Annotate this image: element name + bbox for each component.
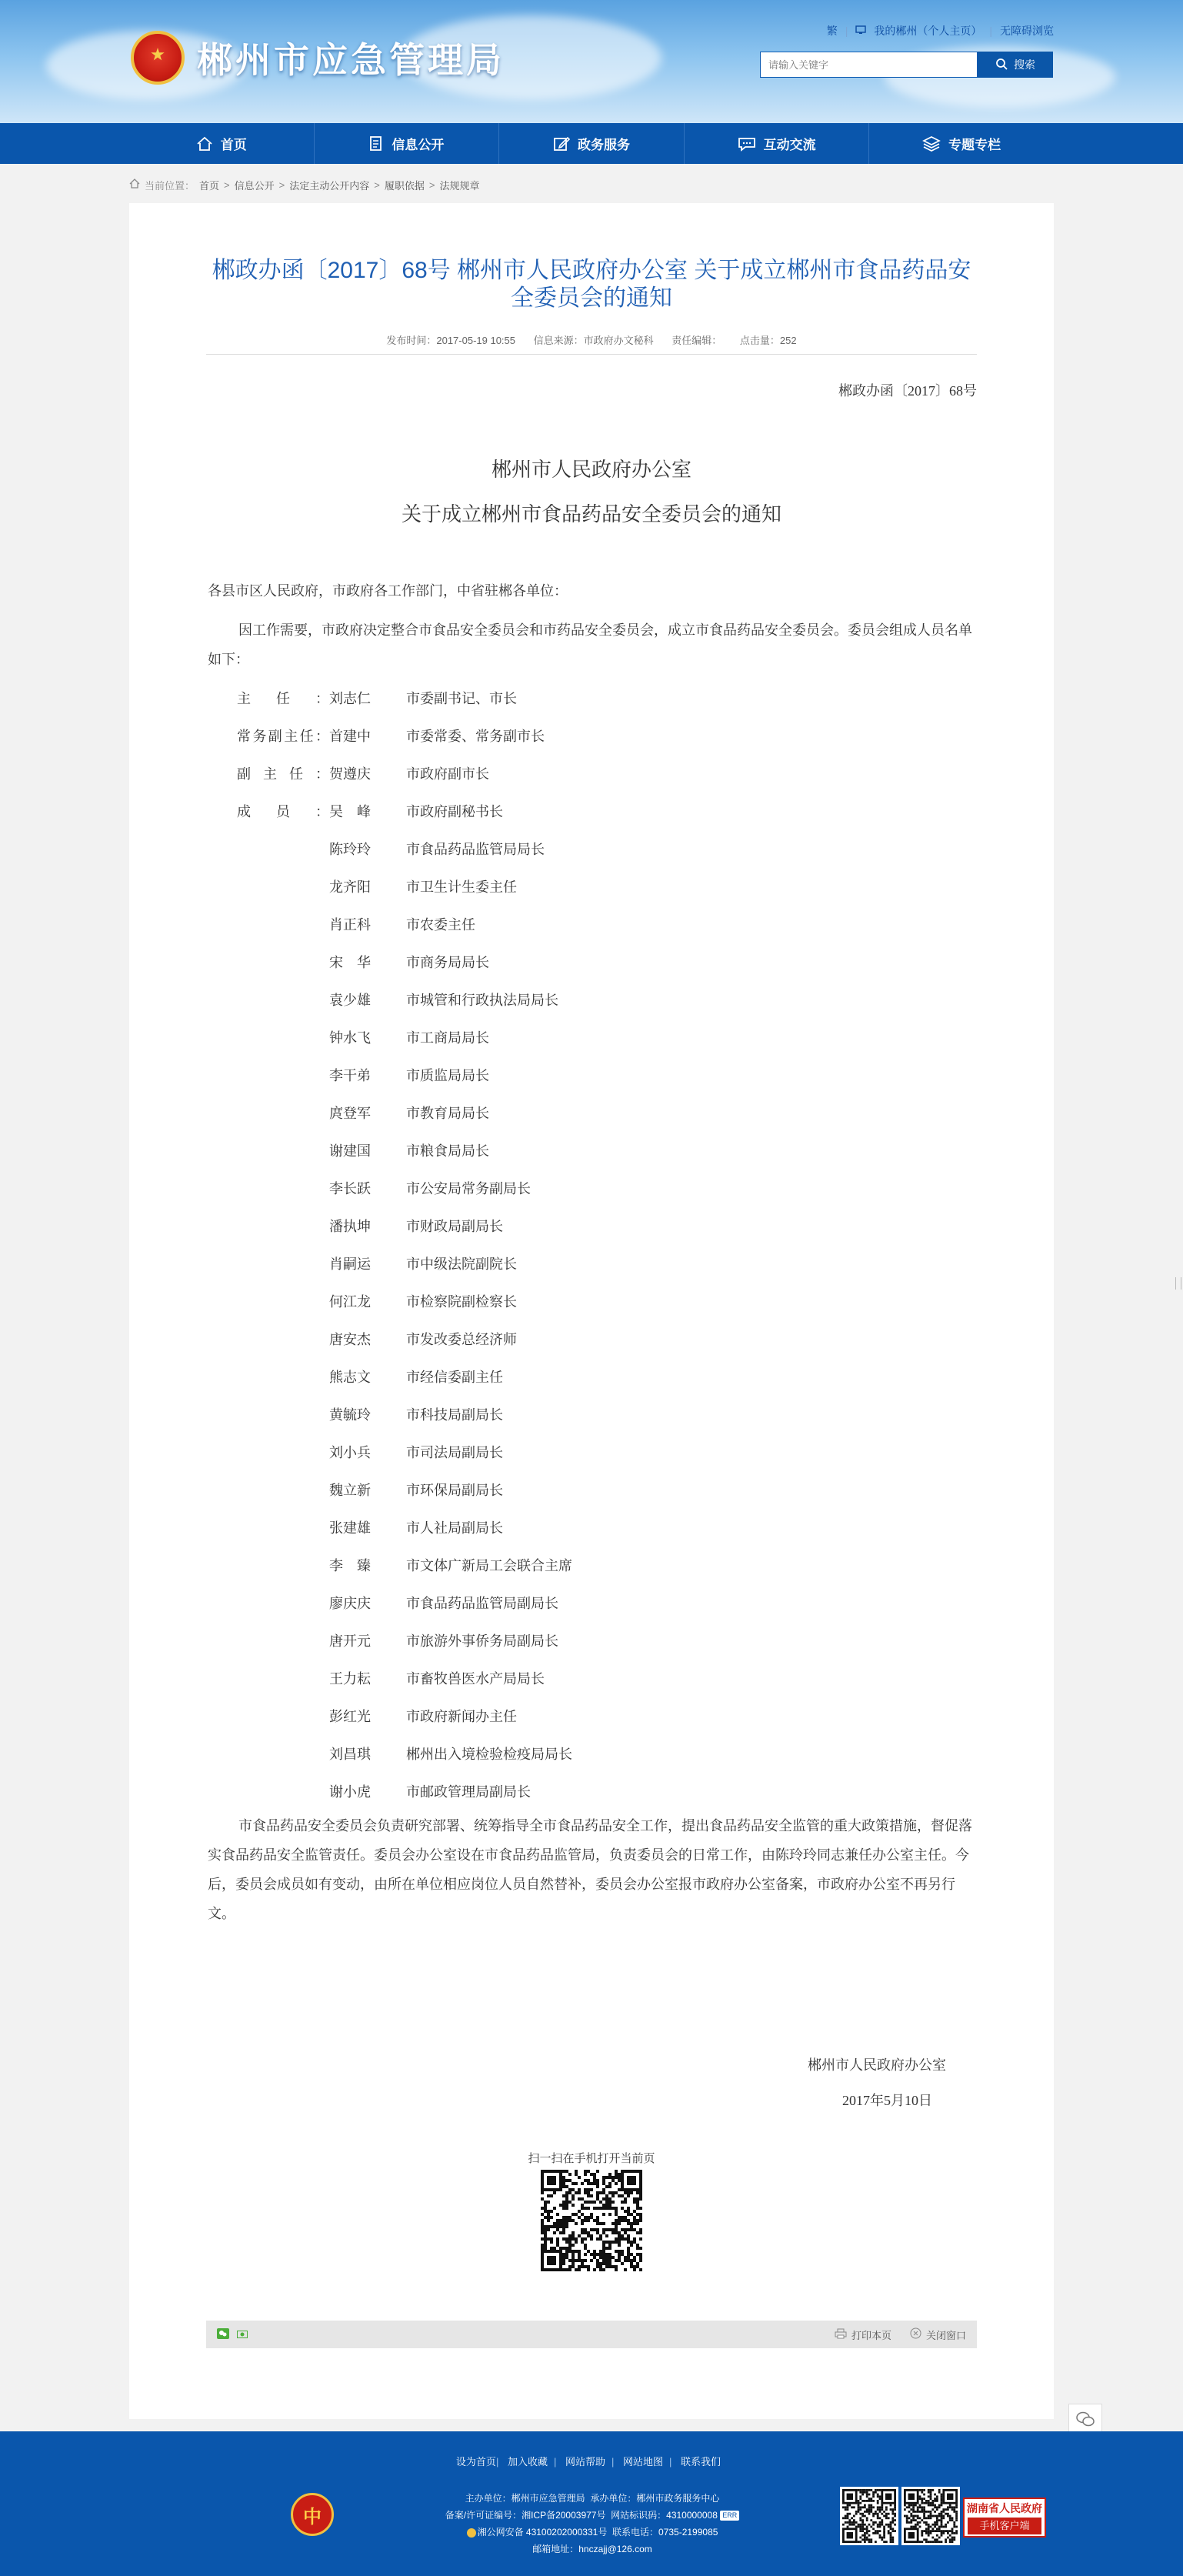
signature-date: 2017年5月10日: [842, 2093, 932, 2108]
document-number: 郴政办函〔2017〕68号: [838, 383, 977, 399]
member-role: [237, 839, 329, 859]
printer-icon: [835, 2328, 847, 2341]
member-name: 谢建国: [329, 1143, 371, 1159]
member-post: 市畜牧兽医水产局局长: [406, 1671, 545, 1687]
member-row: [237, 726, 545, 746]
search-box: [760, 52, 1053, 78]
member-row: [237, 1027, 489, 1047]
member-post: 市政府副秘书长: [406, 804, 503, 819]
member-role: [237, 914, 329, 934]
intro-paragraph: 因工作需要，市政府决定整合市食品安全委员会和市药品安全委员会，成立市食品药品安全委员会。委员会组成人员名单如下：: [208, 622, 972, 667]
signature-organization: 郴州市人民政府办公室: [808, 2057, 946, 2073]
member-name: 钟水飞: [329, 1030, 371, 1046]
member-row: [237, 1593, 558, 1613]
home-icon: [196, 136, 213, 152]
site-error-badge-icon[interactable]: ERR: [720, 2511, 739, 2521]
member-role: [237, 1216, 329, 1236]
breadcrumb-prefix: 当前位置：: [145, 179, 195, 192]
member-role: [237, 1555, 329, 1575]
member-row: [237, 1103, 489, 1123]
member-role: [237, 1103, 329, 1123]
member-post: 市政府新闻办主任: [406, 1709, 517, 1724]
member-name: 肖嗣运: [329, 1256, 371, 1272]
document-heading-subject: 关于成立郴州市食品药品安全委员会的通知: [401, 503, 781, 526]
member-role: [237, 1404, 329, 1424]
document-icon: [368, 135, 384, 152]
member-row: [237, 876, 517, 896]
breadcrumb-regulations[interactable]: 法规规章: [439, 179, 480, 192]
member-row: [237, 1781, 531, 1801]
nav-special-topics[interactable]: 专题专栏: [869, 123, 1054, 164]
member-role: [237, 989, 329, 1009]
member-name: 首建中: [329, 729, 371, 744]
member-name: 何江龙: [329, 1294, 371, 1310]
member-post: 市政府副市长: [406, 766, 489, 782]
member-post: 市食品药品监管局副局长: [406, 1596, 558, 1611]
member-role: [237, 876, 329, 896]
member-name: 潘执坤: [329, 1219, 371, 1234]
member-post: 市旅游外事侨务局副局长: [406, 1633, 558, 1649]
member-name: 吴 峰: [329, 804, 371, 819]
top-links: 繁 | 我的郴州（个人主页） | 无障碍浏览: [826, 25, 1054, 37]
footer-links: 设为首页| 加入收藏 | 网站帮助 | 网站地图 | 联系我们: [455, 2456, 721, 2468]
member-role: [237, 1253, 329, 1273]
member-row: [237, 763, 489, 783]
member-role: [237, 1668, 329, 1688]
member-row: [237, 1630, 558, 1650]
member-row: [237, 839, 545, 859]
member-name: 廖庆庆: [329, 1596, 371, 1611]
footer-info: [385, 2490, 800, 2558]
member-role: [237, 1065, 329, 1085]
footer-link-add-favorite[interactable]: 加入收藏: [507, 2456, 548, 2468]
salutation: 各县市区人民政府，市政府各工作部门，中省驻郴各单位：: [208, 583, 568, 599]
member-post: 市科技局副局长: [406, 1407, 503, 1423]
monitor-icon: [855, 25, 866, 37]
wechat-icon: [1075, 2411, 1095, 2431]
national-emblem-icon: [131, 31, 185, 85]
qr-caption: 扫一扫在手机打开当前页: [528, 2152, 655, 2165]
member-role: [237, 1291, 329, 1311]
member-post: 市公安局常务副局长: [406, 1181, 531, 1196]
member-post: 市委常委、常务副市长: [406, 729, 545, 744]
footer-link-set-homepage[interactable]: 设为首页: [455, 2456, 496, 2468]
member-role: [237, 1027, 329, 1047]
member-post: 市质监局局长: [406, 1068, 489, 1083]
member-post: 市城管和行政执法局局长: [406, 993, 558, 1008]
home-small-icon: [129, 179, 140, 191]
member-name: 贺遵庆: [329, 766, 371, 782]
member-post: 市农委主任: [406, 917, 475, 933]
member-name: 魏立新: [329, 1483, 371, 1498]
member-post: 市邮政管理局副局长: [406, 1784, 531, 1800]
member-row: [237, 1442, 503, 1462]
site-title: 郴州市应急管理局: [197, 40, 505, 80]
member-role: [237, 1178, 329, 1198]
member-name: 肖正科: [329, 917, 371, 933]
member-role: [237, 1781, 329, 1801]
member-post: 市检察院副检察长: [406, 1294, 517, 1310]
nav-info-disclosure[interactable]: 信息公开: [315, 123, 500, 164]
member-post: 市教育局局长: [406, 1106, 489, 1121]
member-row: [237, 1329, 517, 1349]
member-name: 张建雄: [329, 1520, 371, 1536]
print-button[interactable]: 打印本页: [835, 2327, 891, 2342]
member-post: 市商务局局长: [406, 955, 489, 970]
member-row: [237, 1480, 503, 1500]
member-role: [237, 1743, 329, 1763]
my-chenzhou-link[interactable]: 我的郴州（个人主页）: [874, 25, 982, 37]
footer-link-contact[interactable]: 联系我们: [681, 2456, 721, 2468]
publish-time: 发布时间：2017-05-19 10:55: [386, 335, 516, 346]
traditional-chinese-link[interactable]: 繁: [826, 25, 838, 37]
header: [0, 0, 1183, 123]
edit-icon: [553, 135, 570, 152]
member-post: 市委副书记、市长: [406, 691, 517, 706]
footer: [0, 2431, 1183, 2576]
member-name: 袁少雄: [329, 993, 371, 1008]
member-name: 刘志仁: [329, 691, 371, 706]
footer-email: 邮箱地址：hnczajj@126.com: [532, 2544, 652, 2554]
footer-phone: 联系电话：0735-2199085: [612, 2527, 718, 2538]
member-role: 成员：: [237, 804, 329, 819]
footer-qr-code-1: [840, 2487, 898, 2545]
member-name: 宋 华: [329, 955, 371, 970]
click-count: 点击量：252: [739, 335, 797, 346]
footer-link-help[interactable]: 网站帮助: [565, 2456, 605, 2468]
document-heading-issuer: 郴州市人民政府办公室: [491, 459, 691, 481]
responsible-editor: 责任编辑：: [671, 335, 722, 346]
member-row: [237, 1743, 572, 1763]
member-name: 李长跃: [329, 1181, 371, 1196]
member-role: [237, 1442, 329, 1462]
member-row: [237, 1555, 572, 1575]
member-row: [237, 1404, 503, 1424]
article-meta: [206, 332, 977, 347]
member-role: 常务副主任：: [237, 729, 329, 744]
hunan-gov-app-link[interactable]: 湖南省人民政府 手机客户端: [963, 2498, 1046, 2538]
footer-sponsor: 主办单位：郴州市应急管理局: [465, 2493, 585, 2504]
closing-paragraph: 市食品药品安全委员会负责研究部署、统筹指导全市食品药品安全工作，提出食品药品安全监管的重大政策措施，督促落实食品药品安全监管责任。委员会办公室设在市食品药品监管局，负责委员会的日常工作，由陈玲玲同志兼任办公室主任。今后，委员会成员如有变动，由所在单位相应岗位人员自然替补，委员会办公室报市政府办公室备案，市政府办公室不再另行文。: [208, 1818, 972, 1921]
party-government-badge-icon[interactable]: 中: [291, 2493, 334, 2536]
nav-government-services[interactable]: 政务服务: [499, 123, 685, 164]
member-role: 主任：: [237, 691, 329, 706]
member-row: [237, 1366, 503, 1386]
breadcrumb-duty-basis[interactable]: 履职依据: [384, 179, 425, 192]
site-logo[interactable]: [131, 25, 505, 91]
member-post: 市文体广新局工会联合主席: [406, 1558, 572, 1573]
camera-share-icon[interactable]: [237, 2329, 248, 2341]
chat-icon: [738, 136, 756, 152]
member-name: 刘小兵: [329, 1445, 371, 1460]
member-row: [237, 1065, 489, 1085]
member-name: 谢小虎: [329, 1784, 371, 1800]
member-row: [237, 914, 475, 934]
member-name: 唐安杰: [329, 1332, 371, 1347]
member-row: [237, 1253, 517, 1273]
layers-icon: [922, 135, 941, 152]
member-post: 市卫生计生委主任: [406, 879, 517, 895]
article-toolbar: [206, 2321, 977, 2348]
nav-home[interactable]: 首页: [129, 123, 315, 164]
member-name: 黄毓玲: [329, 1407, 371, 1423]
member-role: [237, 1140, 329, 1160]
member-post: 郴州出入境检验检疫局局长: [406, 1747, 572, 1762]
member-post: 市人社局副局长: [406, 1520, 503, 1536]
page-qr-code: [541, 2170, 642, 2271]
breadcrumb-home[interactable]: 首页: [199, 179, 220, 192]
footer-link-sitemap[interactable]: 网站地图: [623, 2456, 664, 2468]
scrollbar-handle[interactable]: [1175, 1277, 1181, 1290]
member-row: [237, 1216, 503, 1236]
footer-organizer: 承办单位：郴州市政务服务中心: [590, 2493, 720, 2504]
member-post: 市粮食局局长: [406, 1143, 489, 1159]
member-post: 市发改委总经济师: [406, 1332, 517, 1347]
member-post: 市中级法院副院长: [406, 1256, 517, 1272]
member-row: [237, 1140, 489, 1160]
police-badge-icon: [467, 2528, 476, 2538]
nav-interaction[interactable]: 互动交流: [685, 123, 870, 164]
info-source: 信息来源：市政府办文秘科: [533, 335, 654, 346]
member-name: 熊志文: [329, 1370, 371, 1385]
member-name: 刘昌琪: [329, 1747, 371, 1762]
accessibility-link[interactable]: 无障碍浏览: [1000, 25, 1054, 37]
member-name: 庹登军: [329, 1106, 371, 1121]
member-name: 陈玲玲: [329, 842, 371, 857]
close-icon: [910, 2327, 921, 2341]
member-post: 市经信委副主任: [406, 1370, 503, 1385]
search-button-label: 搜索: [1014, 58, 1035, 71]
member-row: [237, 801, 503, 821]
member-post: 市环保局副局长: [406, 1483, 503, 1498]
member-role: 副主任：: [237, 766, 329, 782]
search-input[interactable]: [760, 52, 978, 78]
title-divider: [206, 354, 977, 355]
member-name: 唐开元: [329, 1633, 371, 1649]
member-role: [237, 1517, 329, 1537]
member-name: 彭红光: [329, 1709, 371, 1724]
footer-police[interactable]: 湘公网安备 43100202000331号: [477, 2527, 608, 2538]
member-name: 王力耘: [329, 1671, 371, 1687]
footer-icp[interactable]: 备案/许可证编号：湘ICP备20003977号: [445, 2510, 606, 2521]
member-row: [237, 688, 517, 708]
member-row: [237, 1291, 517, 1311]
member-name: 李 臻: [329, 1558, 371, 1573]
member-row: [237, 1668, 545, 1688]
article-title: 郴政办函〔2017〕68号 郴州市人民政府办公室 关于成立郴州市食品药品安全委员会的通知: [212, 258, 971, 311]
main-nav: [0, 123, 1183, 164]
member-role: [237, 1593, 329, 1613]
member-role: [237, 1480, 329, 1500]
member-row: [237, 989, 558, 1009]
member-role: [237, 1329, 329, 1349]
footer-site-code: 网站标识码：4310000008: [611, 2510, 718, 2521]
wechat-share-icon[interactable]: [217, 2328, 229, 2341]
footer-qr-code-2: [901, 2487, 960, 2545]
close-window-button[interactable]: 关闭窗口: [910, 2327, 966, 2342]
breadcrumb-statutory-content[interactable]: 法定主动公开内容: [289, 179, 370, 192]
member-role: [237, 1630, 329, 1650]
member-row: [237, 1517, 503, 1537]
member-row: [237, 1178, 531, 1198]
member-post: 市工商局局长: [406, 1030, 489, 1046]
breadcrumb: 当前位置： 首页 > 信息公开 > 法定主动公开内容 > 履职依据 > 法规规章: [129, 175, 479, 194]
article-container: [129, 203, 1054, 2419]
member-post: 市食品药品监管局局长: [406, 842, 545, 857]
member-role: [237, 952, 329, 972]
member-name: 李干弟: [329, 1068, 371, 1083]
breadcrumb-info-disclosure[interactable]: 信息公开: [234, 179, 275, 192]
search-icon: [995, 58, 1008, 72]
member-post: 市司法局副局长: [406, 1445, 503, 1460]
member-name: 龙齐阳: [329, 879, 371, 895]
member-role: [237, 1706, 329, 1726]
member-post: 市财政局副局长: [406, 1219, 503, 1234]
member-role: [237, 1366, 329, 1386]
member-row: [237, 1706, 517, 1726]
member-row: [237, 952, 489, 972]
search-button[interactable]: [978, 52, 1053, 78]
